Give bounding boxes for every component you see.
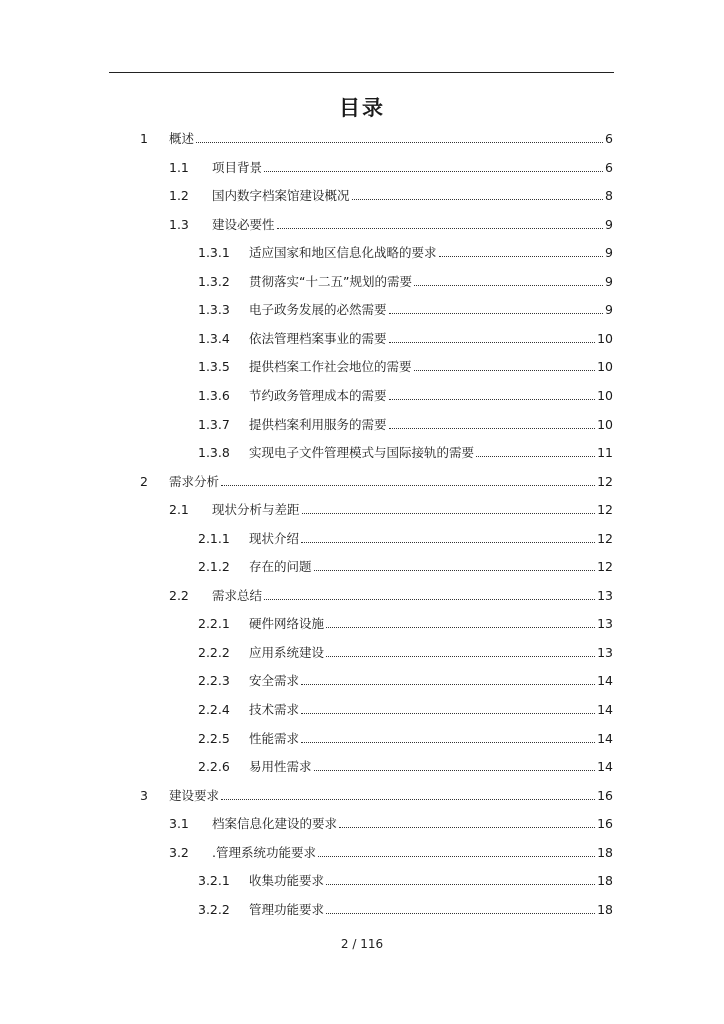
toc-entry-label: 技术需求: [249, 702, 300, 717]
toc-entry-label: 现状分析与差距: [212, 502, 300, 518]
toc-entry-label: 实现电子文件管理模式与国际接轨的需要: [249, 445, 475, 461]
toc-entry-label: 概述: [169, 131, 195, 146]
toc-leader-dots: [264, 171, 603, 172]
toc-entry[interactable]: [198, 441, 613, 461]
toc-entry-label: 档案信息化建设的要求: [212, 816, 338, 832]
toc-entry-label: 需求总结: [212, 587, 263, 603]
toc-entry[interactable]: [198, 641, 613, 661]
toc-leader-dots: [389, 313, 604, 314]
toc-entry[interactable]: [198, 298, 613, 318]
toc-entry[interactable]: [198, 612, 613, 632]
toc-entry-label: 现状介绍: [249, 530, 300, 546]
toc-entry-label: 项目背景: [212, 159, 263, 175]
toc-leader-dots: [326, 656, 595, 657]
toc-entry[interactable]: [198, 384, 613, 404]
toc-entry-label: 易用性需求: [249, 759, 312, 775]
page-title: 目录: [339, 96, 385, 120]
toc-entry[interactable]: [140, 784, 613, 804]
toc-entry-number: 3.2.2: [198, 901, 230, 917]
toc-leader-dots: [414, 285, 603, 286]
toc-entry[interactable]: [169, 498, 613, 518]
toc-leader-dots: [314, 770, 596, 771]
toc-leader-dots: [339, 827, 595, 828]
toc-entry-page: 13: [597, 644, 613, 660]
toc-entry-number: 2.1: [169, 502, 189, 518]
toc-leader-dots: [302, 513, 596, 514]
toc-entry-number: 2.2.1: [198, 616, 230, 632]
toc-entry-number: 3.2: [169, 844, 189, 860]
toc-entry-page: 12: [597, 502, 613, 518]
toc-entry-number: 2.2.6: [198, 759, 230, 775]
toc-leader-dots: [439, 256, 604, 257]
toc-entry-label: 贯彻落实“十二五”规划的需要: [249, 273, 412, 289]
toc-leader-dots: [314, 570, 596, 571]
toc-entry-label: 存在的问题: [249, 559, 312, 575]
toc-entry[interactable]: [140, 470, 613, 490]
toc-entry-label: 节约政务管理成本的需要: [249, 387, 387, 403]
toc-entry-number: 1.3.1: [198, 245, 230, 261]
toc-entry-page: 18: [597, 873, 613, 889]
toc-entry-page: 13: [597, 616, 613, 632]
toc-entry-page: 14: [597, 702, 613, 717]
toc-entry-label: 建设必要性: [212, 216, 275, 232]
toc-entry-label: 国内数字档案馆建设概况: [212, 188, 350, 204]
toc-entry-label: .管理系统功能要求: [212, 844, 316, 860]
toc-entry[interactable]: [169, 213, 613, 233]
page-number-footer: 2 / 116: [340, 937, 384, 951]
toc-entry-page: 6: [605, 131, 613, 146]
toc-entry[interactable]: [198, 555, 613, 575]
toc-entry-number: 3: [140, 787, 148, 803]
toc-entry[interactable]: [169, 812, 613, 832]
toc-entry-label: 硬件网络设施: [249, 616, 325, 632]
toc-entry-label: 安全需求: [249, 673, 300, 689]
toc-entry[interactable]: [198, 413, 613, 433]
toc-entry-page: 10: [597, 330, 613, 346]
toc-entry[interactable]: [169, 841, 613, 861]
toc-entry-page: 14: [597, 759, 613, 775]
toc-entry-number: 2.2.2: [198, 644, 230, 660]
toc-entry[interactable]: [198, 527, 613, 547]
toc-entry[interactable]: [140, 127, 613, 147]
toc-leader-dots: [301, 713, 595, 714]
header-rule: [109, 72, 614, 73]
toc-entry-number: 2.2: [169, 587, 189, 603]
toc-entry-number: 2.1.1: [198, 530, 230, 546]
toc-entry-page: 18: [597, 844, 613, 860]
toc-entry-number: 1.3.6: [198, 387, 230, 403]
toc-leader-dots: [326, 913, 595, 914]
toc-entry-number: 1: [140, 131, 148, 146]
toc-entry-number: 2.2.5: [198, 730, 230, 746]
toc-leader-dots: [389, 342, 596, 343]
toc-entry[interactable]: [169, 584, 613, 604]
toc-entry-label: 性能需求: [249, 730, 300, 746]
toc-leader-dots: [414, 370, 596, 371]
toc-entry[interactable]: [198, 355, 613, 375]
toc-entry-page: 9: [605, 245, 613, 261]
toc-entry-page: 16: [597, 787, 613, 803]
toc-entry-number: 1.3.8: [198, 445, 230, 461]
toc-leader-dots: [301, 742, 595, 743]
toc-entry-page: 16: [597, 816, 613, 832]
toc-entry-number: 1.3.4: [198, 330, 230, 346]
toc-entry-number: 2.2.4: [198, 702, 230, 717]
toc-entry-label: 管理功能要求: [249, 901, 325, 917]
toc-entry-number: 1.1: [169, 159, 189, 175]
toc-entry-number: 3.2.1: [198, 873, 230, 889]
toc-entry-page: 12: [597, 473, 613, 489]
toc-entry[interactable]: [198, 727, 613, 747]
toc-leader-dots: [277, 228, 604, 229]
toc-entry-number: 1.3.5: [198, 359, 230, 375]
toc-entry-label: 提供档案利用服务的需要: [249, 416, 387, 432]
toc-leader-dots: [389, 428, 596, 429]
toc-entry-page: 8: [605, 188, 613, 204]
toc-entry-page: 14: [597, 730, 613, 746]
toc-entry-number: 1.3.3: [198, 302, 230, 318]
toc-entry-number: 2.2.3: [198, 673, 230, 689]
toc-entry-label: 应用系统建设: [249, 644, 325, 660]
toc-entry-page: 10: [597, 416, 613, 432]
toc-entry-page: 18: [597, 901, 613, 917]
toc-leader-dots: [264, 599, 595, 600]
toc-entry[interactable]: [198, 898, 613, 918]
toc-entry-page: 9: [605, 273, 613, 289]
toc-entry-number: 1.3.2: [198, 273, 230, 289]
toc-entry-label: 收集功能要求: [249, 873, 325, 889]
toc-leader-dots: [326, 627, 595, 628]
toc-entry[interactable]: [198, 241, 613, 261]
toc-entry-number: 1.2: [169, 188, 189, 204]
toc-entry-page: 9: [605, 216, 613, 232]
toc-leader-dots: [476, 456, 595, 457]
toc-leader-dots: [196, 142, 603, 143]
toc-entry-page: 13: [597, 587, 613, 603]
toc-entry-label: 提供档案工作社会地位的需要: [249, 359, 412, 375]
toc-entry[interactable]: [198, 698, 613, 718]
toc-entry[interactable]: [198, 669, 613, 689]
toc-leader-dots: [389, 399, 596, 400]
toc-entry-label: 依法管理档案事业的需要: [249, 330, 387, 346]
toc-entry-page: 6: [605, 159, 613, 175]
toc-entry-page: 12: [597, 559, 613, 575]
toc-entry[interactable]: [169, 184, 613, 204]
toc-leader-dots: [301, 684, 595, 685]
toc-leader-dots: [221, 799, 595, 800]
toc-entry-page: 14: [597, 673, 613, 689]
toc-entry-page: 11: [597, 445, 613, 461]
toc-entry[interactable]: [198, 755, 613, 775]
toc-entry[interactable]: [169, 156, 613, 176]
toc-leader-dots: [326, 884, 595, 885]
toc-leader-dots: [301, 542, 595, 543]
toc-entry-page: 9: [605, 302, 613, 318]
toc-leader-dots: [318, 856, 595, 857]
toc-entry-label: 需求分析: [169, 473, 220, 489]
toc-entry[interactable]: [198, 327, 613, 347]
toc-entry-label: 建设要求: [169, 787, 220, 803]
toc-entry-page: 12: [597, 530, 613, 546]
toc-entry[interactable]: [198, 869, 613, 889]
toc-leader-dots: [221, 485, 595, 486]
toc-entry-page: 10: [597, 387, 613, 403]
toc-entry-page: 10: [597, 359, 613, 375]
toc-entry-number: 2: [140, 473, 148, 489]
toc-entry-number: 1.3: [169, 216, 189, 232]
toc-entry-number: 3.1: [169, 816, 189, 832]
toc-leader-dots: [352, 199, 604, 200]
toc-entry-label: 电子政务发展的必然需要: [249, 302, 387, 318]
toc-entry-label: 适应国家和地区信息化战略的要求: [249, 245, 437, 261]
toc-entry-number: 2.1.2: [198, 559, 230, 575]
toc-entry[interactable]: [198, 270, 613, 290]
toc-entry-number: 1.3.7: [198, 416, 230, 432]
